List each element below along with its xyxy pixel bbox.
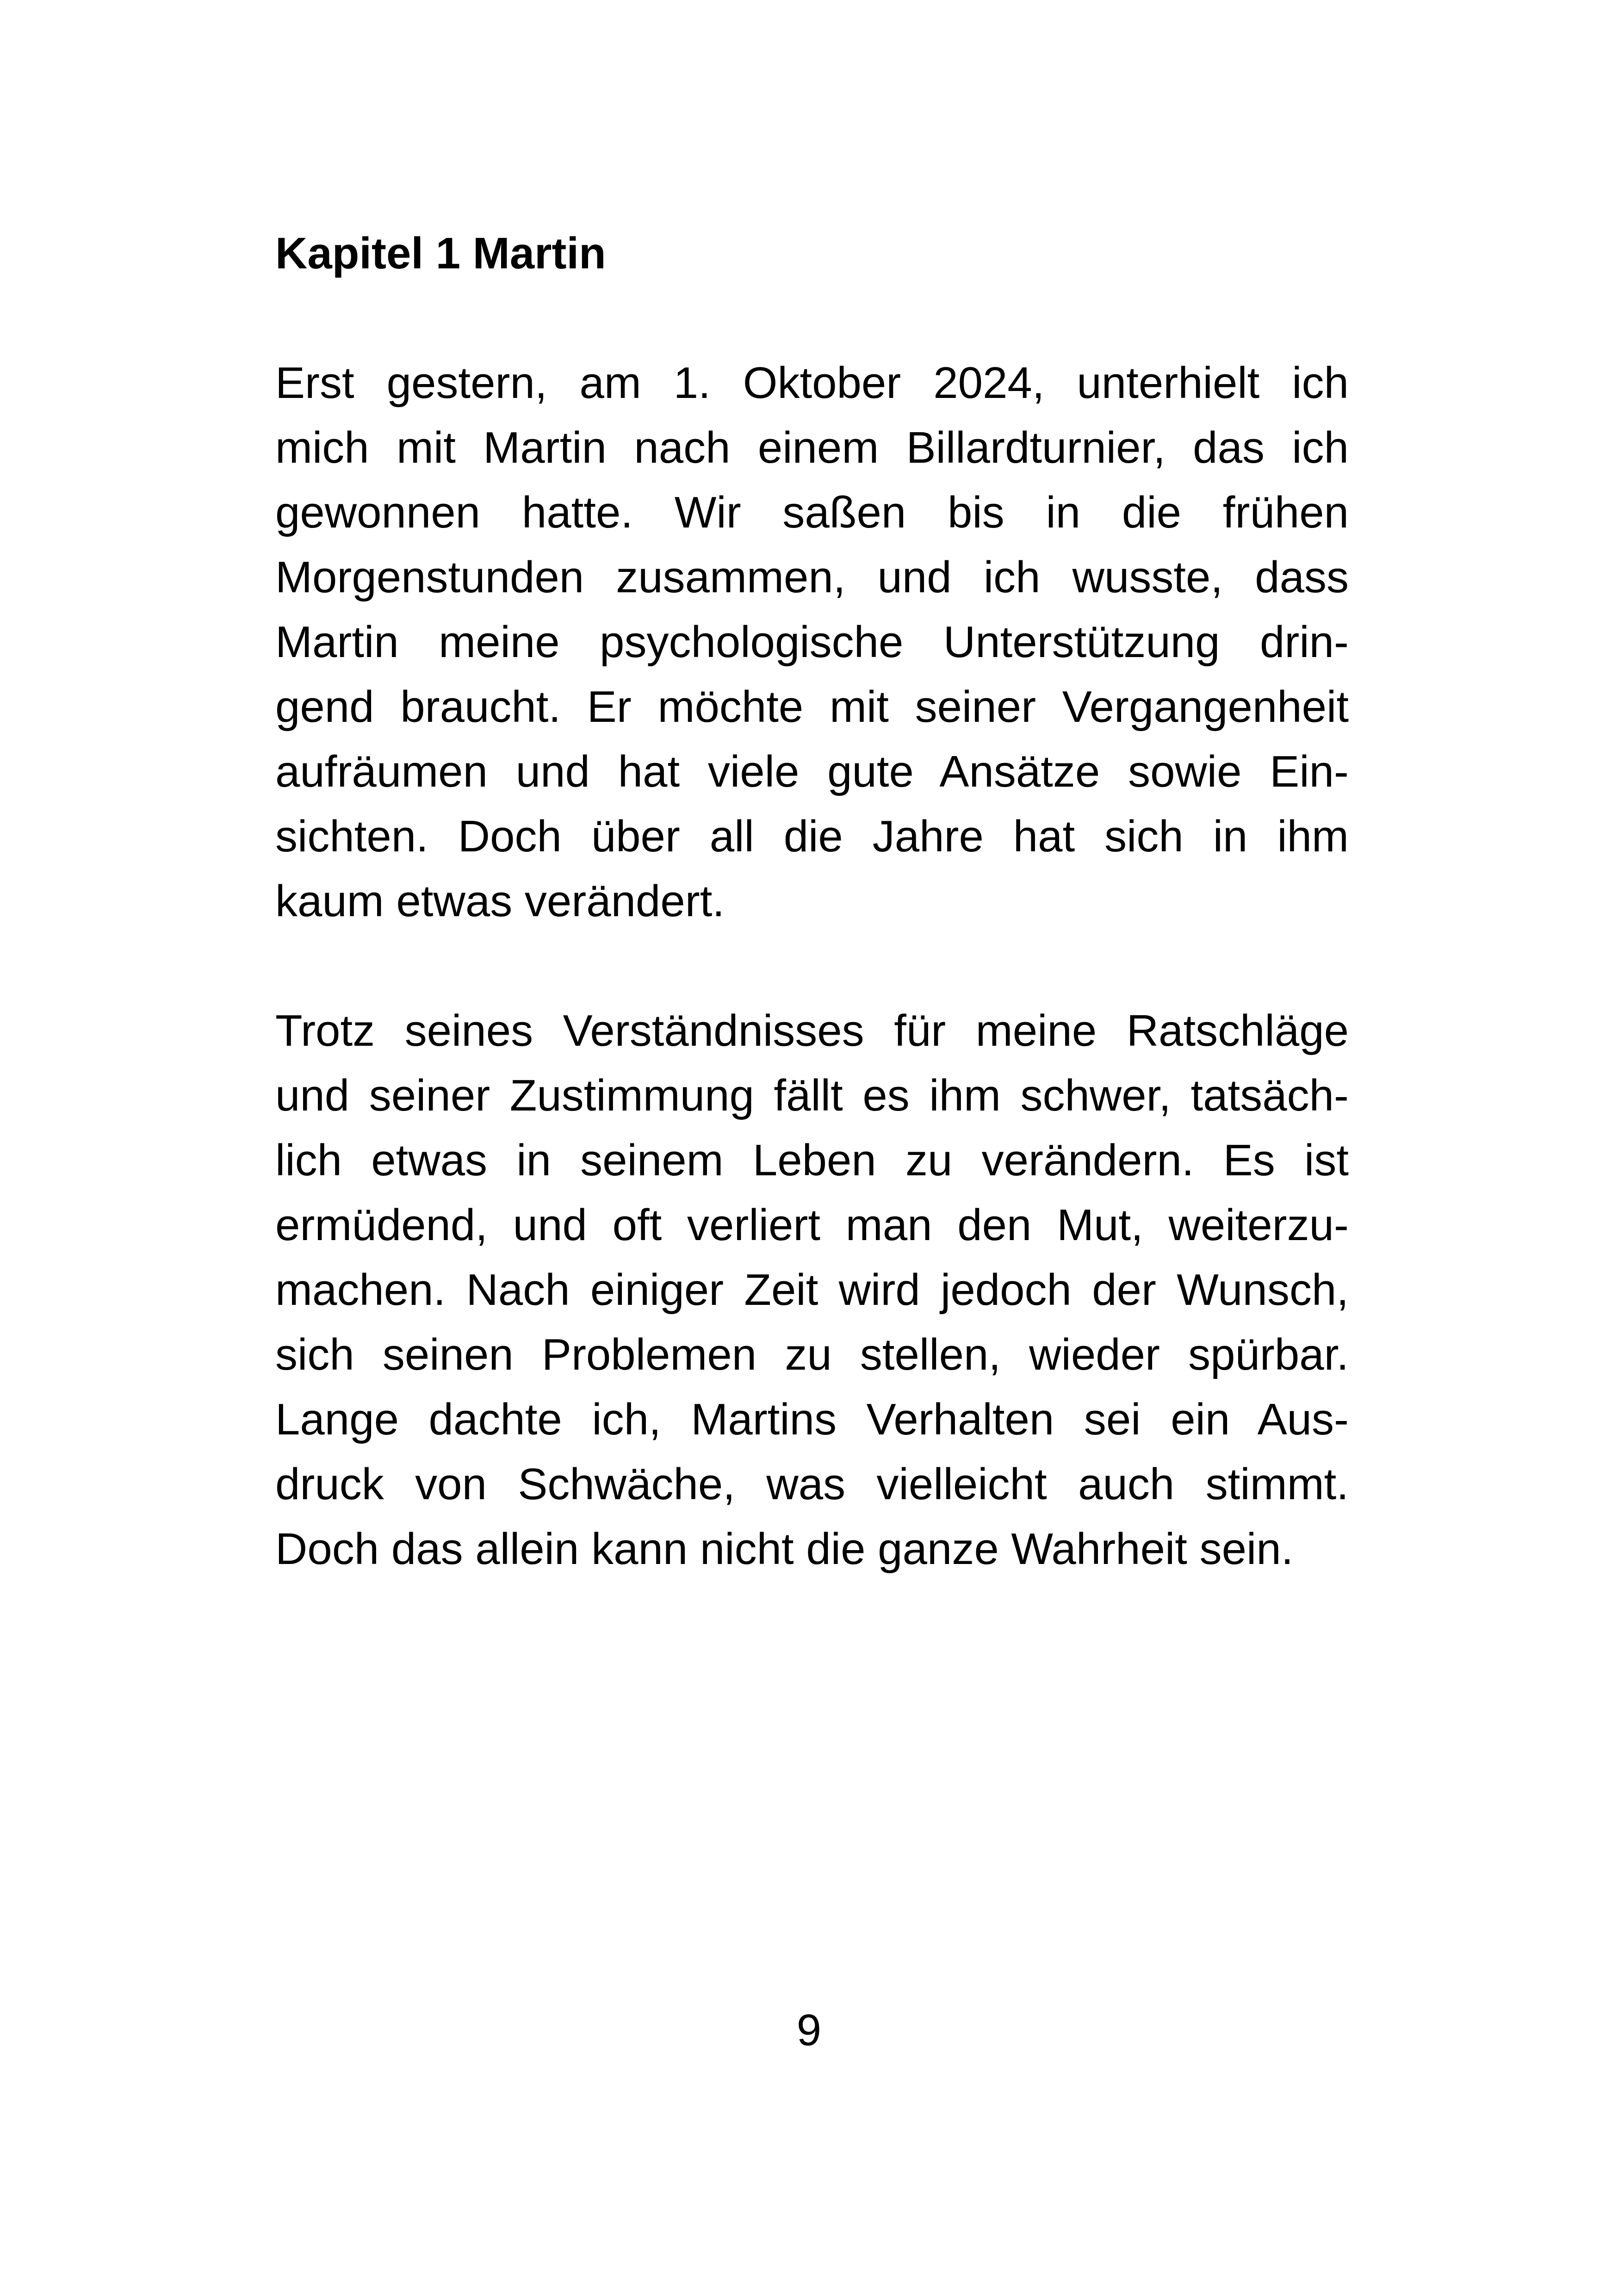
text-line: aufräumen und hat viele gute Ansätze sowie Ein- (275, 747, 1349, 796)
paragraph-2 (275, 999, 1349, 1582)
text-line: und seiner Zustimmung fällt es ihm schwer, tatsäch- (275, 1071, 1349, 1120)
text-line: druck von Schwäche, was vielleicht auch stimmt. (275, 1459, 1349, 1509)
text-line: gewonnen hatte. Wir saßen bis in die frühen (275, 488, 1349, 537)
text-line: sich seinen Problemen zu stellen, wieder spürbar. (275, 1330, 1349, 1379)
text-line: Morgenstunden zusammen, und ich wusste, dass (275, 552, 1349, 602)
paragraph-1 (275, 351, 1349, 934)
text-line: ermüdend, und oft verliert man den Mut, weiterzu- (275, 1200, 1349, 1250)
text-line: Doch das allein kann nicht die ganze Wahrheit sein. (275, 1524, 1294, 1574)
page-number: 9 (796, 2005, 822, 2055)
chapter-title: Kapitel 1 Martin (275, 229, 606, 278)
text-line: kaum etwas verändert. (275, 876, 725, 926)
text-line: machen. Nach einiger Zeit wird jedoch der Wunsch, (275, 1265, 1349, 1315)
text-line: mich mit Martin nach einem Billardturnier, das ich (275, 423, 1349, 472)
text-line: Lange dachte ich, Martins Verhalten sei ein Aus- (275, 1395, 1349, 1444)
text-line: sichten. Doch über all die Jahre hat sich in ihm (275, 812, 1349, 861)
text-line: Martin meine psychologische Unterstützung drin- (275, 617, 1349, 667)
text-line: lich etwas in seinem Leben zu verändern. Es ist (275, 1136, 1349, 1185)
text-line: gend braucht. Er möchte mit seiner Vergangenheit (275, 682, 1349, 732)
text-line: Trotz seines Verständnisses für meine Ratschläge (275, 1006, 1349, 1055)
text-line: Erst gestern, am 1. Oktober 2024, unterhielt ich (275, 358, 1349, 408)
